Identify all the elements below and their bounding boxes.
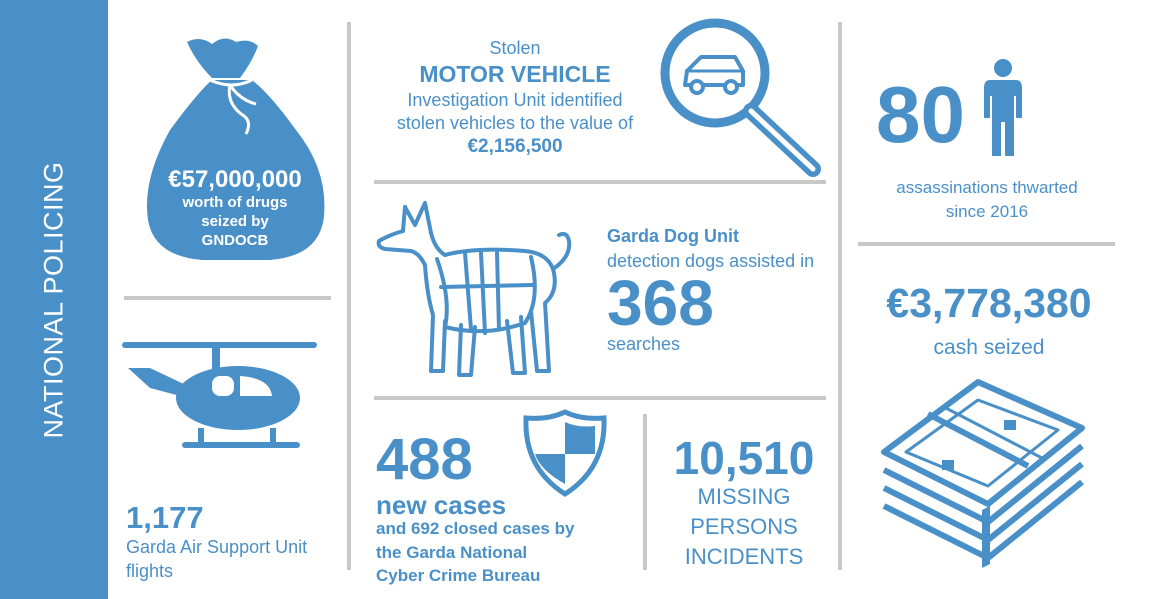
cyber-line1: new cases — [376, 490, 507, 520]
assassinations-count: 80 — [876, 70, 965, 159]
cyber-line3: the Garda National — [376, 543, 528, 562]
air-line1: Garda Air Support Unit — [126, 537, 308, 557]
cash-amount: €3,778,380 — [886, 280, 1092, 326]
air-panel — [120, 338, 325, 458]
cyber-count: 488 — [376, 427, 473, 492]
cash-text — [858, 280, 1120, 360]
missing-line1: MISSING — [697, 484, 791, 509]
assassinations-line1: assassinations thwarted — [896, 178, 1078, 197]
vehicle-text — [370, 38, 660, 158]
divider-right — [838, 22, 842, 570]
dog-line2: detection dogs assisted in — [607, 251, 815, 271]
shield-wrap — [520, 408, 610, 498]
person-icon — [982, 58, 1024, 158]
dog-line3: searches — [607, 334, 681, 354]
missing-text — [655, 434, 833, 570]
air-count: 1,177 — [126, 500, 204, 535]
assassinations-text — [858, 178, 1116, 222]
divider-col1 — [124, 296, 331, 300]
cash-stack-icon — [878, 378, 1088, 578]
air-line2: flights — [126, 561, 174, 581]
dog-count: 368 — [607, 267, 714, 339]
missing-line3: INCIDENTS — [684, 544, 804, 569]
cash-line1: cash seized — [933, 336, 1045, 359]
sidebar — [0, 0, 108, 599]
vehicle-line2: MOTOR VEHICLE — [419, 61, 611, 87]
missing-line2: PERSONS — [690, 514, 798, 539]
divider-col2-top — [374, 180, 826, 184]
vehicle-line3: Investigation Unit identified — [407, 90, 623, 110]
person-wrap — [982, 58, 1024, 158]
helicopter-icon — [120, 338, 325, 458]
cyber-line2: and 692 closed cases by — [376, 519, 575, 538]
shield-icon — [520, 408, 610, 498]
divider-left — [347, 22, 351, 570]
assassinations-line2: since 2016 — [945, 202, 1029, 221]
cash-icon-wrap — [878, 378, 1088, 578]
drugs-line2: seized by — [201, 213, 269, 230]
vehicle-amount: €2,156,500 — [467, 136, 563, 157]
divider-col3 — [858, 242, 1115, 246]
drugs-panel — [140, 30, 330, 270]
sidebar-title: NATIONAL POLICING — [38, 161, 69, 439]
vehicle-icon-wrap — [655, 15, 825, 180]
dog-line1: Garda Dog Unit — [607, 226, 740, 246]
drugs-line1: worth of drugs — [182, 194, 288, 211]
divider-bottom-mid — [643, 414, 647, 570]
magnifier-car-icon — [655, 15, 825, 180]
dog-text — [607, 226, 832, 355]
drugs-line3: GNDOCB — [201, 232, 269, 249]
vehicle-line4: stolen vehicles to the value of — [396, 113, 634, 133]
dog-icon-wrap — [375, 195, 585, 385]
cyber-line4: Cyber Crime Bureau — [376, 566, 541, 585]
vehicle-line1: Stolen — [489, 38, 541, 58]
divider-col2-mid — [374, 396, 826, 400]
drugs-amount: €57,000,000 — [168, 166, 302, 193]
missing-count: 10,510 — [673, 432, 815, 484]
police-dog-icon — [375, 195, 585, 385]
